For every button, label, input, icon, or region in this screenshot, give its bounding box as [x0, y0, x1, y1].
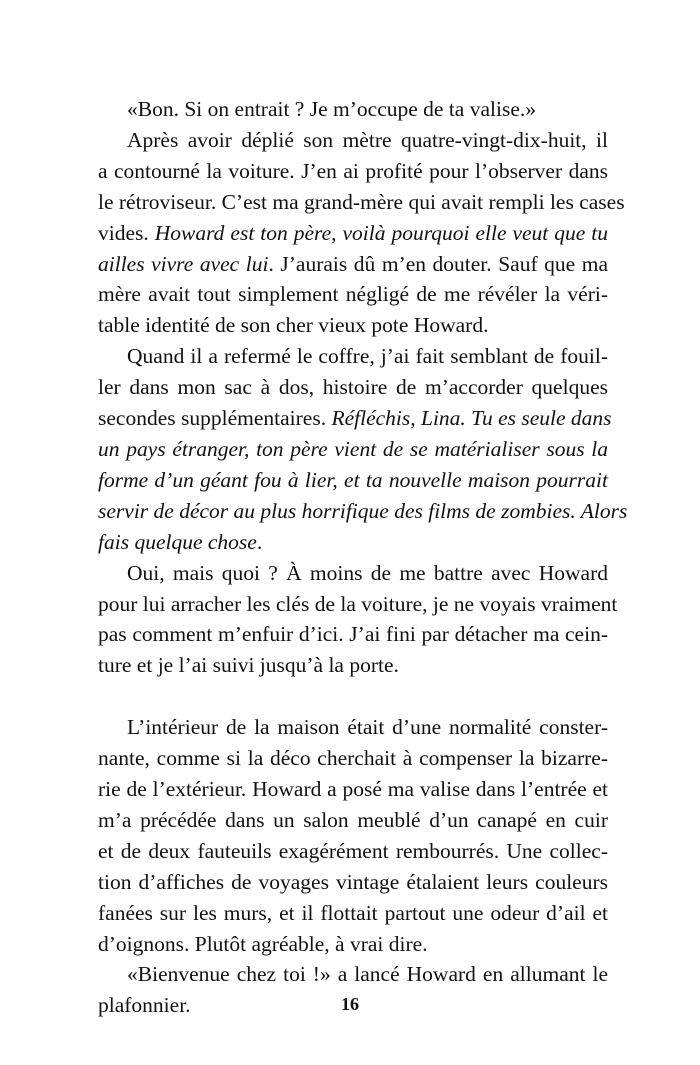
- paragraph: [98, 125, 625, 341]
- text-line: pas comment m’enfuir d’ici. J’ai fini par détacher ma cein-: [98, 622, 608, 647]
- text-line: pour lui arracher les clés de la voiture, je ne voyais vraiment: [98, 591, 618, 616]
- text-line: un pays étranger, ton père vient de se matérialiser sous la: [98, 436, 608, 461]
- text-line: tion d’affiches de voyages vintage étalaient leurs couleurs: [98, 869, 608, 894]
- text-line: fais quelque chose.: [98, 529, 263, 554]
- text-line: vides. Howard est ton père, voilà pourquoi elle veut que tu: [98, 220, 609, 245]
- text-line: rie de l’extérieur. Howard a posé ma valise dans l’entrée et: [98, 777, 608, 802]
- text-line: Oui, mais quoi ? À moins de me battre avec Howard: [127, 560, 608, 585]
- text-line: Quand il a refermé le coffre, j’ai fait semblant de fouil-: [127, 344, 608, 369]
- paragraph: [98, 558, 618, 682]
- text-line: ailles vivre avec lui. J’aurais dû m’en douter. Sauf que ma: [98, 251, 608, 276]
- paragraph: [98, 94, 608, 125]
- text-line: forme d’un géant fou à lier, et ta nouvelle maison pourrait: [98, 467, 608, 492]
- text-line: nante, comme si la déco cherchait à compenser la bizarre-: [98, 746, 608, 771]
- text-line: m’a précédée dans un salon meublé d’un canapé en cuir: [98, 807, 608, 832]
- text-line: «Bienvenue chez toi !» a lancé Howard en allumant le: [127, 962, 608, 987]
- text-line: et de deux fauteuils exagérément rembourrés. Une collec-: [98, 838, 608, 863]
- text-line: secondes supplémentaires. Réfléchis, Lina. Tu es seule dans: [98, 406, 612, 431]
- text-line: servir de décor au plus horrifique des films de zombies. Alors: [98, 498, 628, 523]
- text-line: d’oignons. Plutôt agréable, à vrai dire.: [98, 931, 428, 956]
- text-line: table identité de son cher vieux pote Howard.: [98, 313, 489, 338]
- body-text: [98, 94, 628, 1021]
- page-number: 16: [341, 994, 359, 1014]
- text-line: L’intérieur de la maison était d’une normalité conster-: [127, 715, 608, 740]
- paragraph: [98, 341, 628, 557]
- text-line: le rétroviseur. C’est ma grand-mère qui avait rempli les cases: [98, 189, 625, 214]
- text-line: ture et je l’ai suivi jusqu’à la porte.: [98, 653, 399, 678]
- text-line: Après avoir déplié son mètre quatre-vingt-dix-huit, il: [127, 127, 608, 152]
- text-line: «Bon. Si on entrait ? Je m’occupe de ta valise.»: [127, 97, 536, 121]
- text-line: a contourné la voiture. J’en ai profité pour l’observer dans: [98, 158, 608, 183]
- paragraph: [98, 712, 608, 959]
- text-line: fanées sur les murs, et il flottait partout une odeur d’ail et: [98, 900, 608, 925]
- text-line: mère avait tout simplement négligé de me révéler la véri-: [98, 282, 608, 307]
- text-line: plafonnier.: [98, 993, 191, 1018]
- text-line: ler dans mon sac à dos, histoire de m’accorder quelques: [98, 375, 608, 400]
